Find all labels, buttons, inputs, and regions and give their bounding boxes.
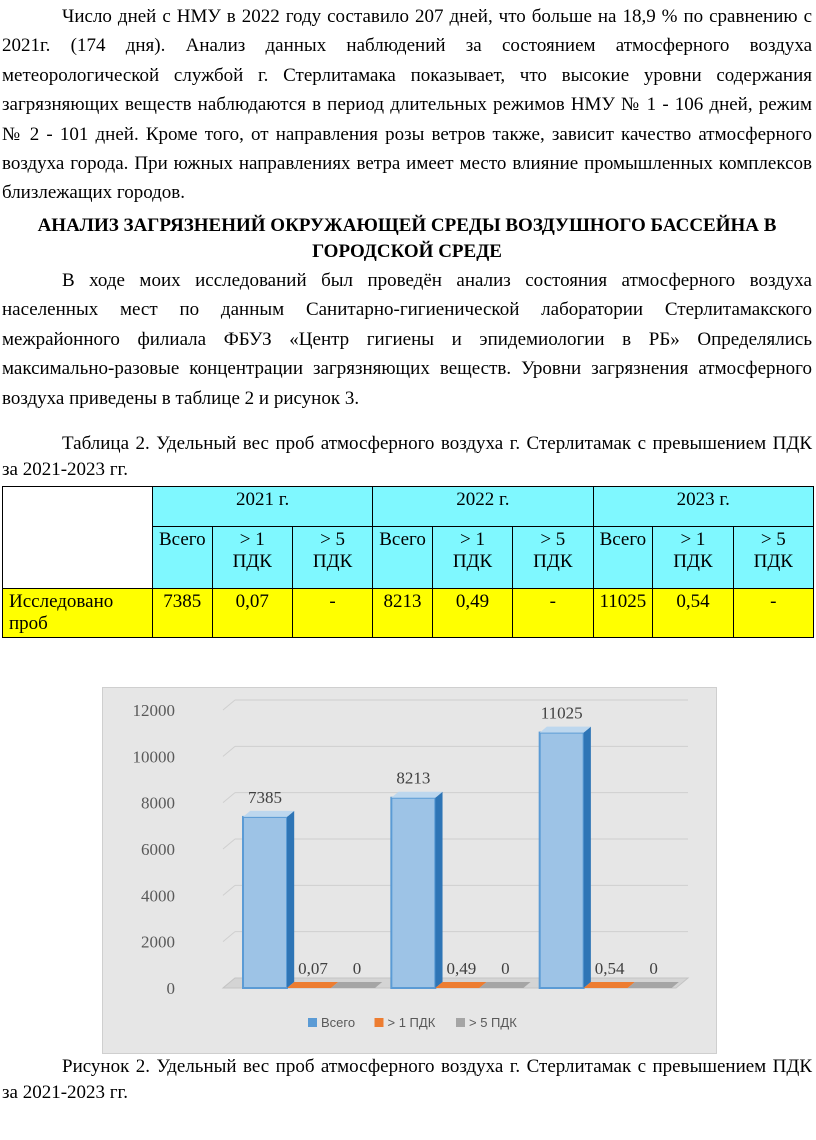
subheader-over-1: > 1 ПДК — [212, 527, 292, 589]
cell-value: 0,49 — [432, 589, 512, 638]
table-row — [3, 589, 814, 638]
y-tick-label: 10000 — [132, 747, 175, 767]
cell-value: - — [513, 589, 593, 638]
y-tick-label: 2000 — [141, 932, 175, 952]
legend-label: Всего — [321, 1015, 356, 1030]
subheader-over-5: > 5 ПДК — [513, 527, 593, 589]
gridline-side — [223, 885, 235, 895]
bar-total-top — [391, 792, 442, 798]
figure-caption: Рисунок 2. Удельный вес проб атмосферного воздуха г. Стерлитамак с превышением ПДК за 2021-2023 гг. — [2, 1056, 812, 1103]
subheader-over-5: > 5 ПДК — [292, 527, 372, 589]
bar-over-1 — [287, 982, 338, 988]
data-label: 7385 — [248, 787, 282, 807]
gridline-side — [223, 746, 235, 756]
gridline-side — [223, 839, 235, 849]
gridline-side — [223, 793, 235, 803]
cell-value: - — [292, 589, 372, 638]
paragraph-nmu-days: Число дней с НМУ в 2022 году составило 207 дней, что больше на 18,9 % по сравнению с 2021г. (174 дня). Анализ данных наблюдений за состоянием атмосферного воздуха метеорологической службой г. Стерлитамака показывает, что высокие уровни содержания загрязняющих веществ наблюдаются в период длительных режимов НМУ № 1 - 106 дней, режим № 2 - 101 дней. Кроме того, от направления розы ветров также, зависит качество атмосферного воздуха города. При южных направлениях ветра имеет место влияние промышленных комплексов близлежащих городов. — [2, 6, 812, 204]
bar-total-side — [287, 811, 294, 988]
year-header-2021: 2021 г. — [153, 487, 373, 527]
bar-chart — [102, 687, 717, 1054]
gridline-side — [223, 932, 235, 942]
subheader-over-1: > 1 ПДК — [653, 527, 733, 589]
table-year-row — [3, 487, 814, 527]
legend-swatch — [375, 1018, 384, 1027]
y-tick-label: 0 — [166, 979, 175, 998]
legend-label: > 5 ПДК — [469, 1015, 517, 1030]
bar-total-top — [540, 727, 591, 733]
bar-over-5 — [628, 982, 679, 988]
year-header-2022: 2022 г. — [373, 487, 593, 527]
y-tick-label: 6000 — [141, 840, 175, 859]
chart-svg — [103, 688, 716, 1053]
cell-value: - — [733, 589, 813, 638]
legend-swatch — [308, 1018, 317, 1027]
data-label: 0,07 — [298, 959, 328, 978]
subheader-over-1: > 1 ПДК — [432, 527, 512, 589]
section-heading: АНАЛИЗ ЗАГРЯЗНЕНИЙ ОКРУЖАЮЩЕЙ СРЕДЫ ВОЗДУШНОГО БАССЕЙНА В ГОРОДСКОЙ СРЕДЕ — [37, 215, 777, 262]
cell-value: 0,54 — [653, 589, 733, 638]
y-tick-label: 4000 — [141, 886, 175, 906]
data-label: 0 — [649, 959, 658, 978]
data-label: 11025 — [540, 703, 583, 723]
cell-value: 0,07 — [212, 589, 292, 638]
bar-over-5 — [479, 982, 530, 988]
bar-total-side — [435, 792, 442, 988]
bar-over-5 — [331, 982, 382, 988]
pollution-table — [2, 486, 814, 638]
row-label: Исследовано проб — [3, 589, 153, 638]
gridline-side — [223, 700, 235, 710]
bar-total-top — [243, 811, 294, 817]
bar-total — [540, 733, 584, 988]
paragraph-analysis: В ходе моих исследований был проведён анализ состояния атмосферного воздуха населенных мест по данным Санитарно-гигиенической лаборатории Стерлитамакского межрайонного филиала ФБУЗ «Центр гигиены и эпидемиологии в РБ» Определялись максимально-разовые концентрации загрязняющих веществ. Уровни загрязнения атмосферного воздуха приведены в таблице 2 и рисунок 3. — [2, 270, 812, 409]
cell-value: 7385 — [153, 589, 213, 638]
cell-value: 11025 — [593, 589, 653, 638]
subheader-total: Всего — [153, 527, 213, 589]
data-label: 0,49 — [446, 959, 477, 978]
bar-total — [243, 817, 287, 988]
bar-total-side — [584, 727, 591, 988]
subheader-over-5: > 5 ПДК — [733, 527, 813, 589]
data-label: 0 — [501, 959, 510, 978]
y-tick-label: 8000 — [141, 793, 175, 813]
data-label: 0,54 — [594, 959, 625, 978]
year-header-2023: 2023 г. — [593, 487, 814, 527]
data-label: 0 — [352, 959, 362, 978]
legend-label: > 1 ПДК — [387, 1015, 436, 1030]
bar-total — [391, 798, 435, 988]
subheader-total: Всего — [373, 527, 433, 589]
bar-over-1 — [435, 982, 486, 988]
table-caption: Таблица 2. Удельный вес проб атмосферного воздуха г. Стерлитамак с превышением ПДК за 2021-2023 гг. — [2, 433, 812, 480]
cell-value: 8213 — [373, 589, 433, 638]
legend-swatch — [456, 1018, 465, 1027]
y-tick-label: 12000 — [132, 701, 175, 720]
bar-over-1 — [584, 982, 635, 988]
table-corner-cell — [3, 487, 153, 589]
subheader-total: Всего — [593, 527, 653, 589]
data-label: 8213 — [396, 768, 431, 788]
